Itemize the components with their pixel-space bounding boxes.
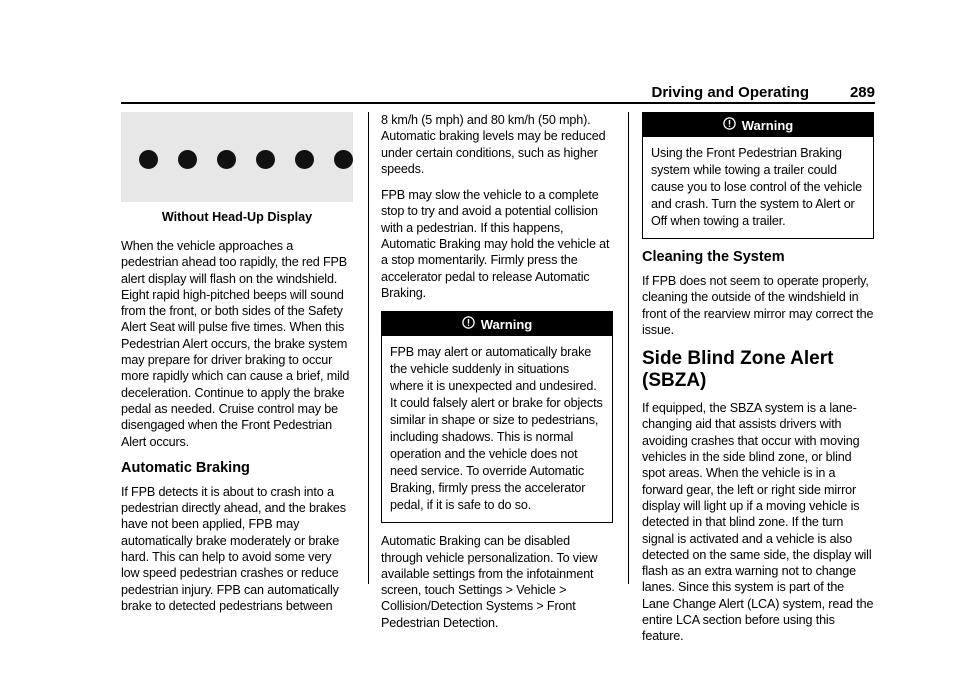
- column-divider: [628, 112, 629, 584]
- warning-title: Warning: [741, 118, 794, 133]
- warning-header: [643, 113, 873, 137]
- column-divider: [368, 112, 369, 584]
- warning-icon: [462, 312, 475, 336]
- figure-caption: Without Head-Up Display: [161, 210, 313, 224]
- warning-icon: [723, 113, 736, 137]
- paragraph: FPB may slow the vehicle to a complete stop to try and avoid a potential collision with a pedestrian. If this happens, Automatic Braking may hold the vehicle at a stop momentarily. Firmly press the accelerator pedal to release Automatic Braking.: [381, 188, 610, 300]
- header-title: Driving and Operating: [651, 84, 809, 101]
- header-rule: [121, 102, 875, 104]
- column-1: [121, 112, 353, 624]
- paragraph: When the vehicle approaches a pedestrian ahead too rapidly, the red FPB alert display will flash on the windshield. Eight rapid high-pitched beeps will sound from the front, or both sides of the Safety Alert Seat will pulse five times. When this Pedestrian Alert occurs, the brake system may prepare for driver braking to occur more rapidly which can cause a brief, mild deceleration. Continue to apply the brake pedal as needed. Cruise control may be disengaged when the Front Pedestrian Alert occurs.: [121, 239, 350, 449]
- subheading-automatic-braking: Automatic Braking: [121, 459, 250, 476]
- paragraph: 8 km/h (5 mph) and 80 km/h (50 mph). Automatic braking levels may be reduced under certain conditions, such as higher speeds.: [381, 113, 606, 176]
- alert-dot-icon: [217, 150, 236, 169]
- paragraph: If equipped, the SBZA system is a lane-changing aid that assists drivers with avoiding crashes that occur with moving vehicles in the side blind zone, or blind spot areas. When the vehicle is in a forward gear, the left or right side mirror display will light up if a moving vehicle is detected in that blind zone. If the turn signal is activated and a vehicle is also detected on the same side, the display will flash as an extra warning not to change lanes. Since this system is part of the Lane Change Alert (LCA) system, read the entire LCA section before using this feature.: [642, 401, 874, 644]
- warning-text: Using the Front Pedestrian Braking system while towing a trailer could cause you to lose control of the vehicle and crash. Turn the system to Alert or Off when towing a trailer.: [651, 146, 863, 228]
- alert-dot-icon: [295, 150, 314, 169]
- warning-text: FPB may alert or automatically brake the vehicle suddenly in situations where it is unexpected and undesired. It could falsely alert or brake for objects similar in shape or size to pedestrians, including shadows. This is normal operation and the vehicle does not need service. To override Automatic Braking, firmly press the accelerator pedal, if it is safe to do so.: [390, 345, 603, 513]
- alert-display-figure: [121, 112, 353, 202]
- subheading-cleaning: Cleaning the System: [642, 249, 785, 265]
- page-header: [121, 84, 875, 102]
- alert-dot-icon: [256, 150, 275, 169]
- column-3: [642, 112, 874, 655]
- page-number: 289: [849, 84, 875, 101]
- warning-title: Warning: [480, 317, 533, 333]
- paragraph: If FPB detects it is about to crash into a pedestrian directly ahead, and the brakes have not been applied, FPB may automatically brake moderately or brake hard. This can help to avoid some very low speed pedestrian crashes or reduce pedestrian injury. FPB can automatically brake to detected pedestrians between: [121, 484, 346, 613]
- warning-header: [382, 312, 612, 336]
- column-2: [381, 112, 613, 641]
- warning-box: [381, 311, 613, 523]
- warning-box: [642, 112, 874, 239]
- alert-dot-icon: [334, 150, 353, 169]
- paragraph: If FPB does not seem to operate properly, cleaning the outside of the windshield in front of the rearview mirror may correct the issue.: [642, 274, 874, 337]
- section-heading-sbza: Side Blind Zone Alert (SBZA): [642, 348, 834, 392]
- alert-dot-icon: [139, 150, 158, 169]
- paragraph: Automatic Braking can be disabled through vehicle personalization. To view available settings from the infotainment screen, touch Settings > Vehicle > Collision/Detection Systems > Front Pedestrian Detection.: [381, 534, 598, 630]
- alert-dot-icon: [178, 150, 197, 169]
